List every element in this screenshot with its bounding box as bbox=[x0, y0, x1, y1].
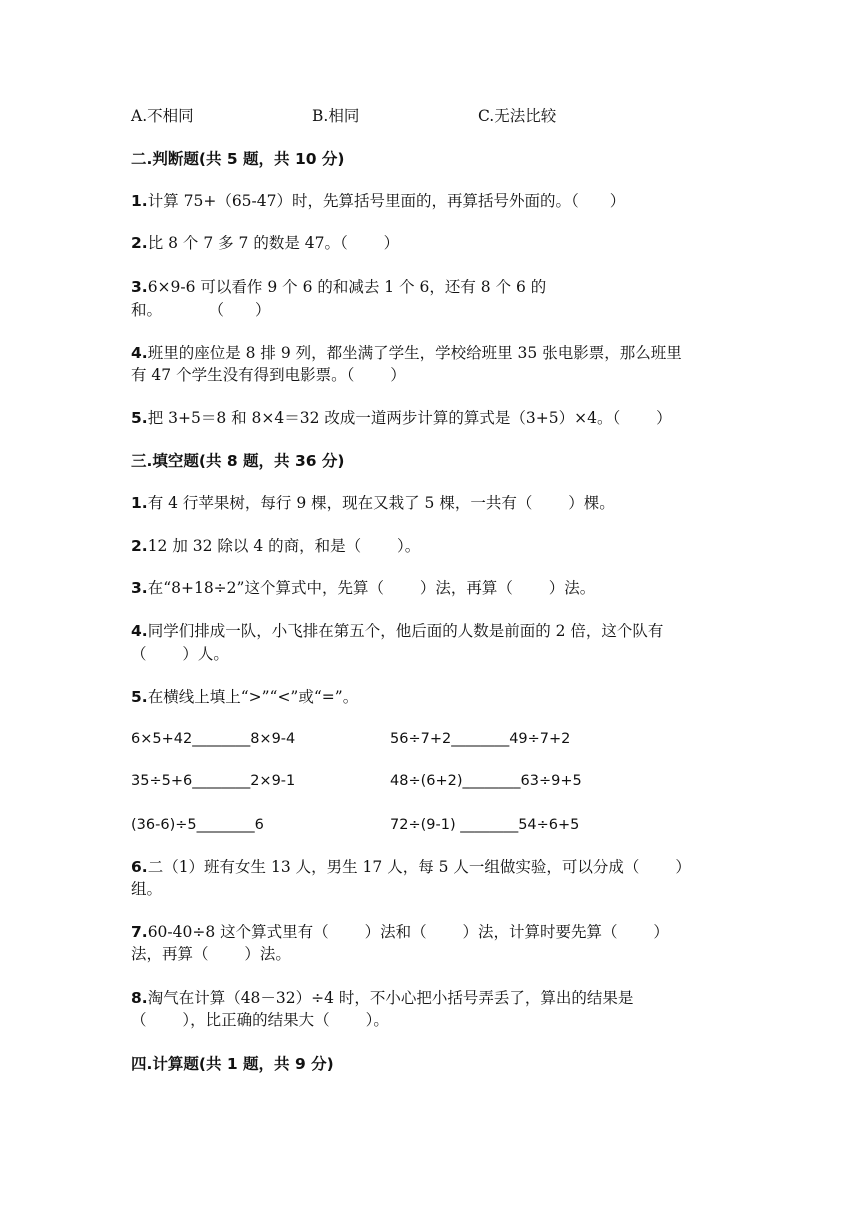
question-number: 5. bbox=[131, 409, 148, 427]
question-3-8-cont: （ ），比正确的结果大（ ）。 bbox=[131, 1011, 389, 1029]
question-2-3 bbox=[131, 277, 546, 297]
question-text: 比 8 个 7 多 7 的数是 47。（ ） bbox=[147, 234, 400, 252]
question-3-4 bbox=[131, 621, 663, 641]
compare-item: 72÷(9-1) ________54÷6+5 bbox=[390, 817, 580, 833]
question-3-1 bbox=[131, 493, 615, 513]
question-text: 在“8+18÷2”这个算式中，先算（ ）法，再算（ ）法。 bbox=[147, 579, 596, 597]
option-a: A.不相同 bbox=[131, 107, 194, 125]
question-number: 1. bbox=[131, 192, 148, 210]
compare-item: (36-6)÷5________6 bbox=[131, 817, 264, 833]
section-title-fill-blank: 三.填空题(共 8 题，共 36 分) bbox=[131, 452, 345, 470]
question-3-6-cont: 组。 bbox=[131, 880, 163, 898]
question-3-8 bbox=[131, 988, 633, 1008]
question-3-7-cont: 法，再算（ ）法。 bbox=[131, 945, 291, 963]
question-number: 2. bbox=[131, 234, 148, 252]
option-b: B.相同 bbox=[312, 107, 360, 125]
question-number: 6. bbox=[131, 858, 148, 876]
question-2-4 bbox=[131, 343, 682, 363]
question-number: 5. bbox=[131, 688, 148, 706]
question-2-4-cont: 有 47 个学生没有得到电影票。（ ） bbox=[131, 366, 406, 384]
question-text: 计算 75+（65-47）时，先算括号里面的，再算括号外面的。（ ） bbox=[147, 192, 626, 210]
question-text: 12 加 32 除以 4 的商，和是（ ）。 bbox=[147, 537, 421, 555]
question-text: 在横线上填上“>”“<”或“=”。 bbox=[147, 688, 359, 706]
question-number: 4. bbox=[131, 344, 148, 362]
question-number: 2. bbox=[131, 537, 148, 555]
question-3-3 bbox=[131, 578, 595, 598]
question-2-3-cont: 和。 （ ） bbox=[131, 301, 271, 319]
question-number: 3. bbox=[131, 278, 148, 296]
section-title-judgment: 二.判断题(共 5 题，共 10 分) bbox=[131, 150, 345, 168]
question-number: 8. bbox=[131, 989, 148, 1007]
question-2-1 bbox=[131, 191, 625, 211]
question-text: 把 3+5＝8 和 8×4＝32 改成一道两步计算的算式是（3+5）×4。（ ） bbox=[147, 409, 672, 427]
question-number: 4. bbox=[131, 622, 148, 640]
question-number: 7. bbox=[131, 923, 148, 941]
question-text: 有 4 行苹果树，每行 9 棵，现在又栽了 5 棵，一共有（ ）棵。 bbox=[147, 494, 615, 512]
question-text: 二（1）班有女生 13 人，男生 17 人，每 5 人一组做实验，可以分成（ ） bbox=[147, 858, 691, 876]
question-number: 1. bbox=[131, 494, 148, 512]
question-3-4-cont: （ ）人。 bbox=[131, 645, 229, 663]
question-3-6 bbox=[131, 857, 691, 877]
section-title-calculation: 四.计算题(共 1 题，共 9 分) bbox=[131, 1055, 334, 1073]
question-2-2 bbox=[131, 233, 399, 253]
option-c: C.无法比较 bbox=[478, 107, 557, 125]
compare-item: 48÷(6+2)________63÷9+5 bbox=[390, 773, 582, 789]
question-2-5 bbox=[131, 408, 672, 428]
question-number: 3. bbox=[131, 579, 148, 597]
compare-item: 56÷7+2________49÷7+2 bbox=[390, 731, 571, 747]
question-3-5 bbox=[131, 687, 358, 707]
question-text: 淘气在计算（48－32）÷4 时，不小心把小括号弄丢了，算出的结果是 bbox=[147, 989, 634, 1007]
question-text: 同学们排成一队，小飞排在第五个，他后面的人数是前面的 2 倍，这个队有 bbox=[147, 622, 664, 640]
question-3-7 bbox=[131, 922, 669, 942]
question-text: 6×9-6 可以看作 9 个 6 的和减去 1 个 6，还有 8 个 6 的 bbox=[147, 278, 547, 296]
compare-item: 6×5+42________8×9-4 bbox=[131, 731, 296, 747]
compare-item: 35÷5+6________2×9-1 bbox=[131, 773, 296, 789]
question-text: 班里的座位是 8 排 9 列，都坐满了学生，学校给班里 35 张电影票，那么班里 bbox=[147, 344, 682, 362]
question-text: 60-40÷8 这个算式里有（ ）法和（ ）法，计算时要先算（ ） bbox=[147, 923, 669, 941]
question-3-2 bbox=[131, 536, 420, 556]
